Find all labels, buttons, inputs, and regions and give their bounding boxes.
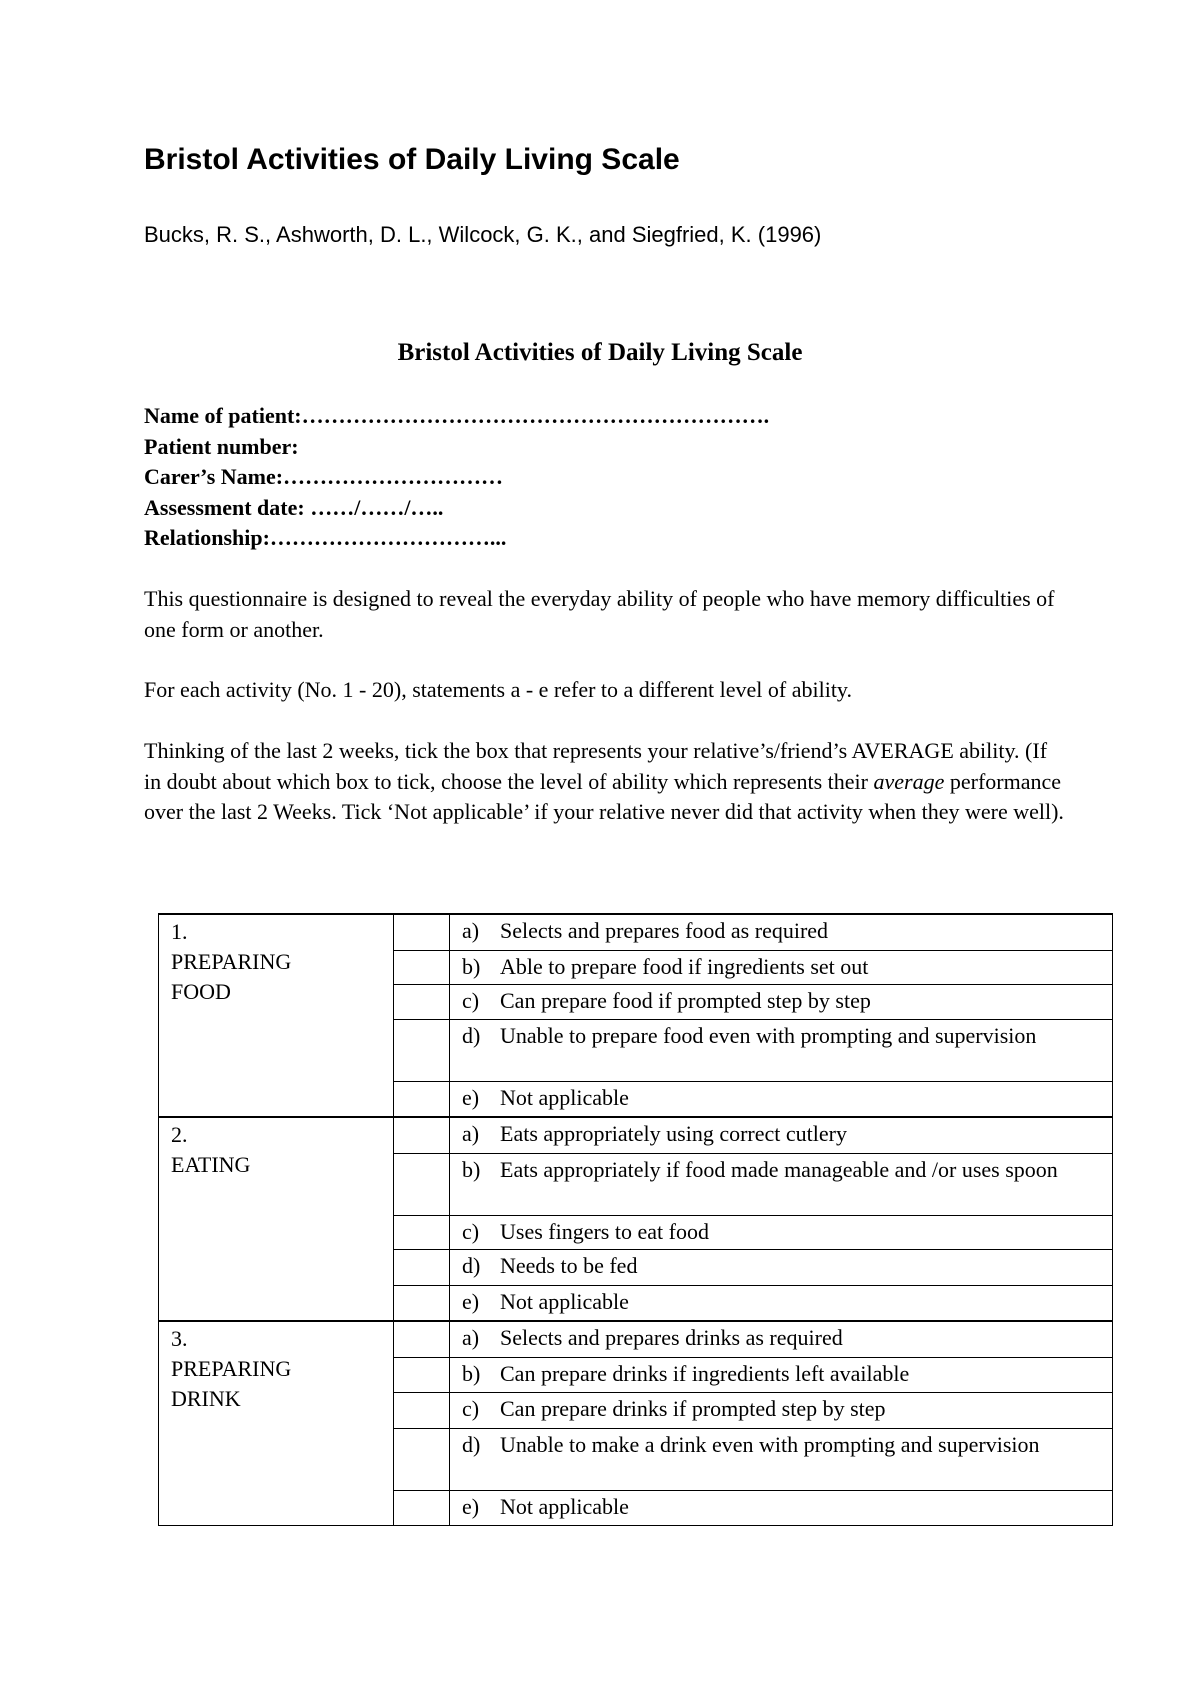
- field-patient-name[interactable]: Name of patient:……………………………………………………….: [144, 403, 770, 428]
- option-cell: [450, 914, 1113, 950]
- activity-name: EATING: [171, 1152, 251, 1177]
- tick-box[interactable]: [394, 1081, 450, 1117]
- option-letter: c): [462, 1395, 480, 1421]
- option-text: Eats appropriately using correct cutlery: [500, 1121, 847, 1146]
- option-cell: [450, 1019, 1113, 1081]
- field-assessment-date[interactable]: Assessment date: ……/……/…..: [144, 494, 444, 520]
- instructions-text: performance over the last 2 Weeks. Tick ‘Not applicable’ if your relative never did that activity when they were well).: [144, 768, 1064, 824]
- form-title: Bristol Activities of Daily Living Scale: [397, 339, 803, 366]
- tick-box[interactable]: [394, 1321, 450, 1357]
- option-text: Uses fingers to eat food: [500, 1218, 709, 1244]
- option-text: Can prepare drinks if ingredients left available: [500, 1360, 910, 1386]
- option-text: Not applicable: [500, 1084, 629, 1110]
- instructions-paragraph-2: For each activity (No. 1 - 20), statements a - e refer to a different level of ability.: [144, 677, 853, 702]
- tick-box[interactable]: [394, 1249, 450, 1285]
- option-text: Can prepare drinks if prompted step by step: [500, 1395, 886, 1421]
- tick-box[interactable]: [394, 950, 450, 984]
- table-row: [159, 1321, 1113, 1357]
- option-letter: a): [462, 918, 480, 943]
- option-text: Not applicable: [500, 1288, 629, 1314]
- option-cell: [450, 1081, 1113, 1117]
- option-cell: [450, 1215, 1113, 1249]
- tick-box[interactable]: [394, 1490, 450, 1525]
- option-letter: c): [462, 1218, 480, 1244]
- tick-box[interactable]: [394, 1285, 450, 1321]
- tick-box[interactable]: [394, 1019, 450, 1081]
- option-cell: [450, 1153, 1113, 1215]
- table-row: [159, 1117, 1113, 1153]
- patient-fields: [144, 401, 769, 554]
- activity-name: FOOD: [171, 979, 231, 1004]
- instructions-text: Thinking of the last 2 weeks, tick the box that represents your relative’s/friend’s AVERAGE ability. (If in doubt about which box to tick, choose the level of ability which represents their: [144, 738, 1048, 794]
- activity-name-cell: [159, 1321, 394, 1525]
- option-text: Can prepare food if prompted step by step: [500, 987, 871, 1013]
- field-relationship[interactable]: Relationship:…………………………...: [144, 525, 507, 550]
- option-letter: e): [462, 1084, 480, 1110]
- option-text: Able to prepare food if ingredients set out: [500, 953, 869, 979]
- option-letter: b): [462, 1156, 481, 1182]
- activity-number: 3.: [171, 1326, 188, 1351]
- option-text: Not applicable: [500, 1493, 629, 1519]
- option-letter: a): [462, 1121, 480, 1146]
- option-cell: [450, 1117, 1113, 1153]
- activity-number: 1.: [171, 919, 188, 944]
- citation: Bucks, R. S., Ashworth, D. L., Wilcock, G. K., and Siegfried, K. (1996): [144, 222, 822, 247]
- page-title: Bristol Activities of Daily Living Scale: [144, 143, 680, 176]
- instructions-paragraph-1: This questionnaire is designed to reveal the everyday ability of people who have memory difficulties of one form or another.: [144, 586, 1055, 642]
- option-text: Needs to be fed: [500, 1252, 638, 1278]
- tick-box[interactable]: [394, 1117, 450, 1153]
- activity-name: PREPARING: [171, 949, 292, 974]
- activity-number: 2.: [171, 1122, 188, 1147]
- tick-box[interactable]: [394, 914, 450, 950]
- option-text: Selects and prepares drinks as required: [500, 1325, 843, 1350]
- tick-box[interactable]: [394, 1153, 450, 1215]
- field-patient-number[interactable]: Patient number:: [144, 433, 299, 459]
- option-letter: e): [462, 1493, 480, 1519]
- option-cell: [450, 1249, 1113, 1285]
- option-letter: e): [462, 1288, 480, 1314]
- option-cell: [450, 1392, 1113, 1428]
- option-letter: d): [462, 1022, 481, 1048]
- option-cell: [450, 1357, 1113, 1392]
- activity-name: PREPARING: [171, 1356, 292, 1381]
- option-cell: [450, 1321, 1113, 1357]
- activity-name-cell: [159, 914, 394, 1117]
- field-carer-name[interactable]: Carer’s Name:…………………………: [144, 464, 504, 489]
- option-text: Unable to make a drink even with prompting and supervision: [500, 1431, 1040, 1457]
- option-cell: [450, 1490, 1113, 1525]
- tick-box[interactable]: [394, 1357, 450, 1392]
- option-text: Unable to prepare food even with prompting and supervision: [500, 1022, 1037, 1048]
- tick-box[interactable]: [394, 1392, 450, 1428]
- option-letter: b): [462, 953, 481, 979]
- option-letter: b): [462, 1360, 481, 1386]
- tick-box[interactable]: [394, 984, 450, 1019]
- option-letter: d): [462, 1252, 481, 1278]
- activity-name: DRINK: [171, 1386, 241, 1411]
- instructions-emphasis: average: [873, 768, 945, 794]
- option-cell: [450, 1285, 1113, 1321]
- tick-box[interactable]: [394, 1428, 450, 1490]
- tick-box[interactable]: [394, 1215, 450, 1249]
- option-cell: [450, 984, 1113, 1019]
- table-row: [159, 914, 1113, 950]
- instructions-paragraph-3: [144, 736, 1064, 828]
- option-text: Selects and prepares food as required: [500, 918, 829, 943]
- activity-name-cell: [159, 1117, 394, 1321]
- option-text: Eats appropriately if food made manageable and /or uses spoon: [500, 1156, 1058, 1182]
- option-letter: a): [462, 1325, 480, 1350]
- option-letter: d): [462, 1431, 481, 1457]
- option-cell: [450, 1428, 1113, 1490]
- activity-table: [158, 913, 1113, 1526]
- option-cell: [450, 950, 1113, 984]
- option-letter: c): [462, 987, 480, 1013]
